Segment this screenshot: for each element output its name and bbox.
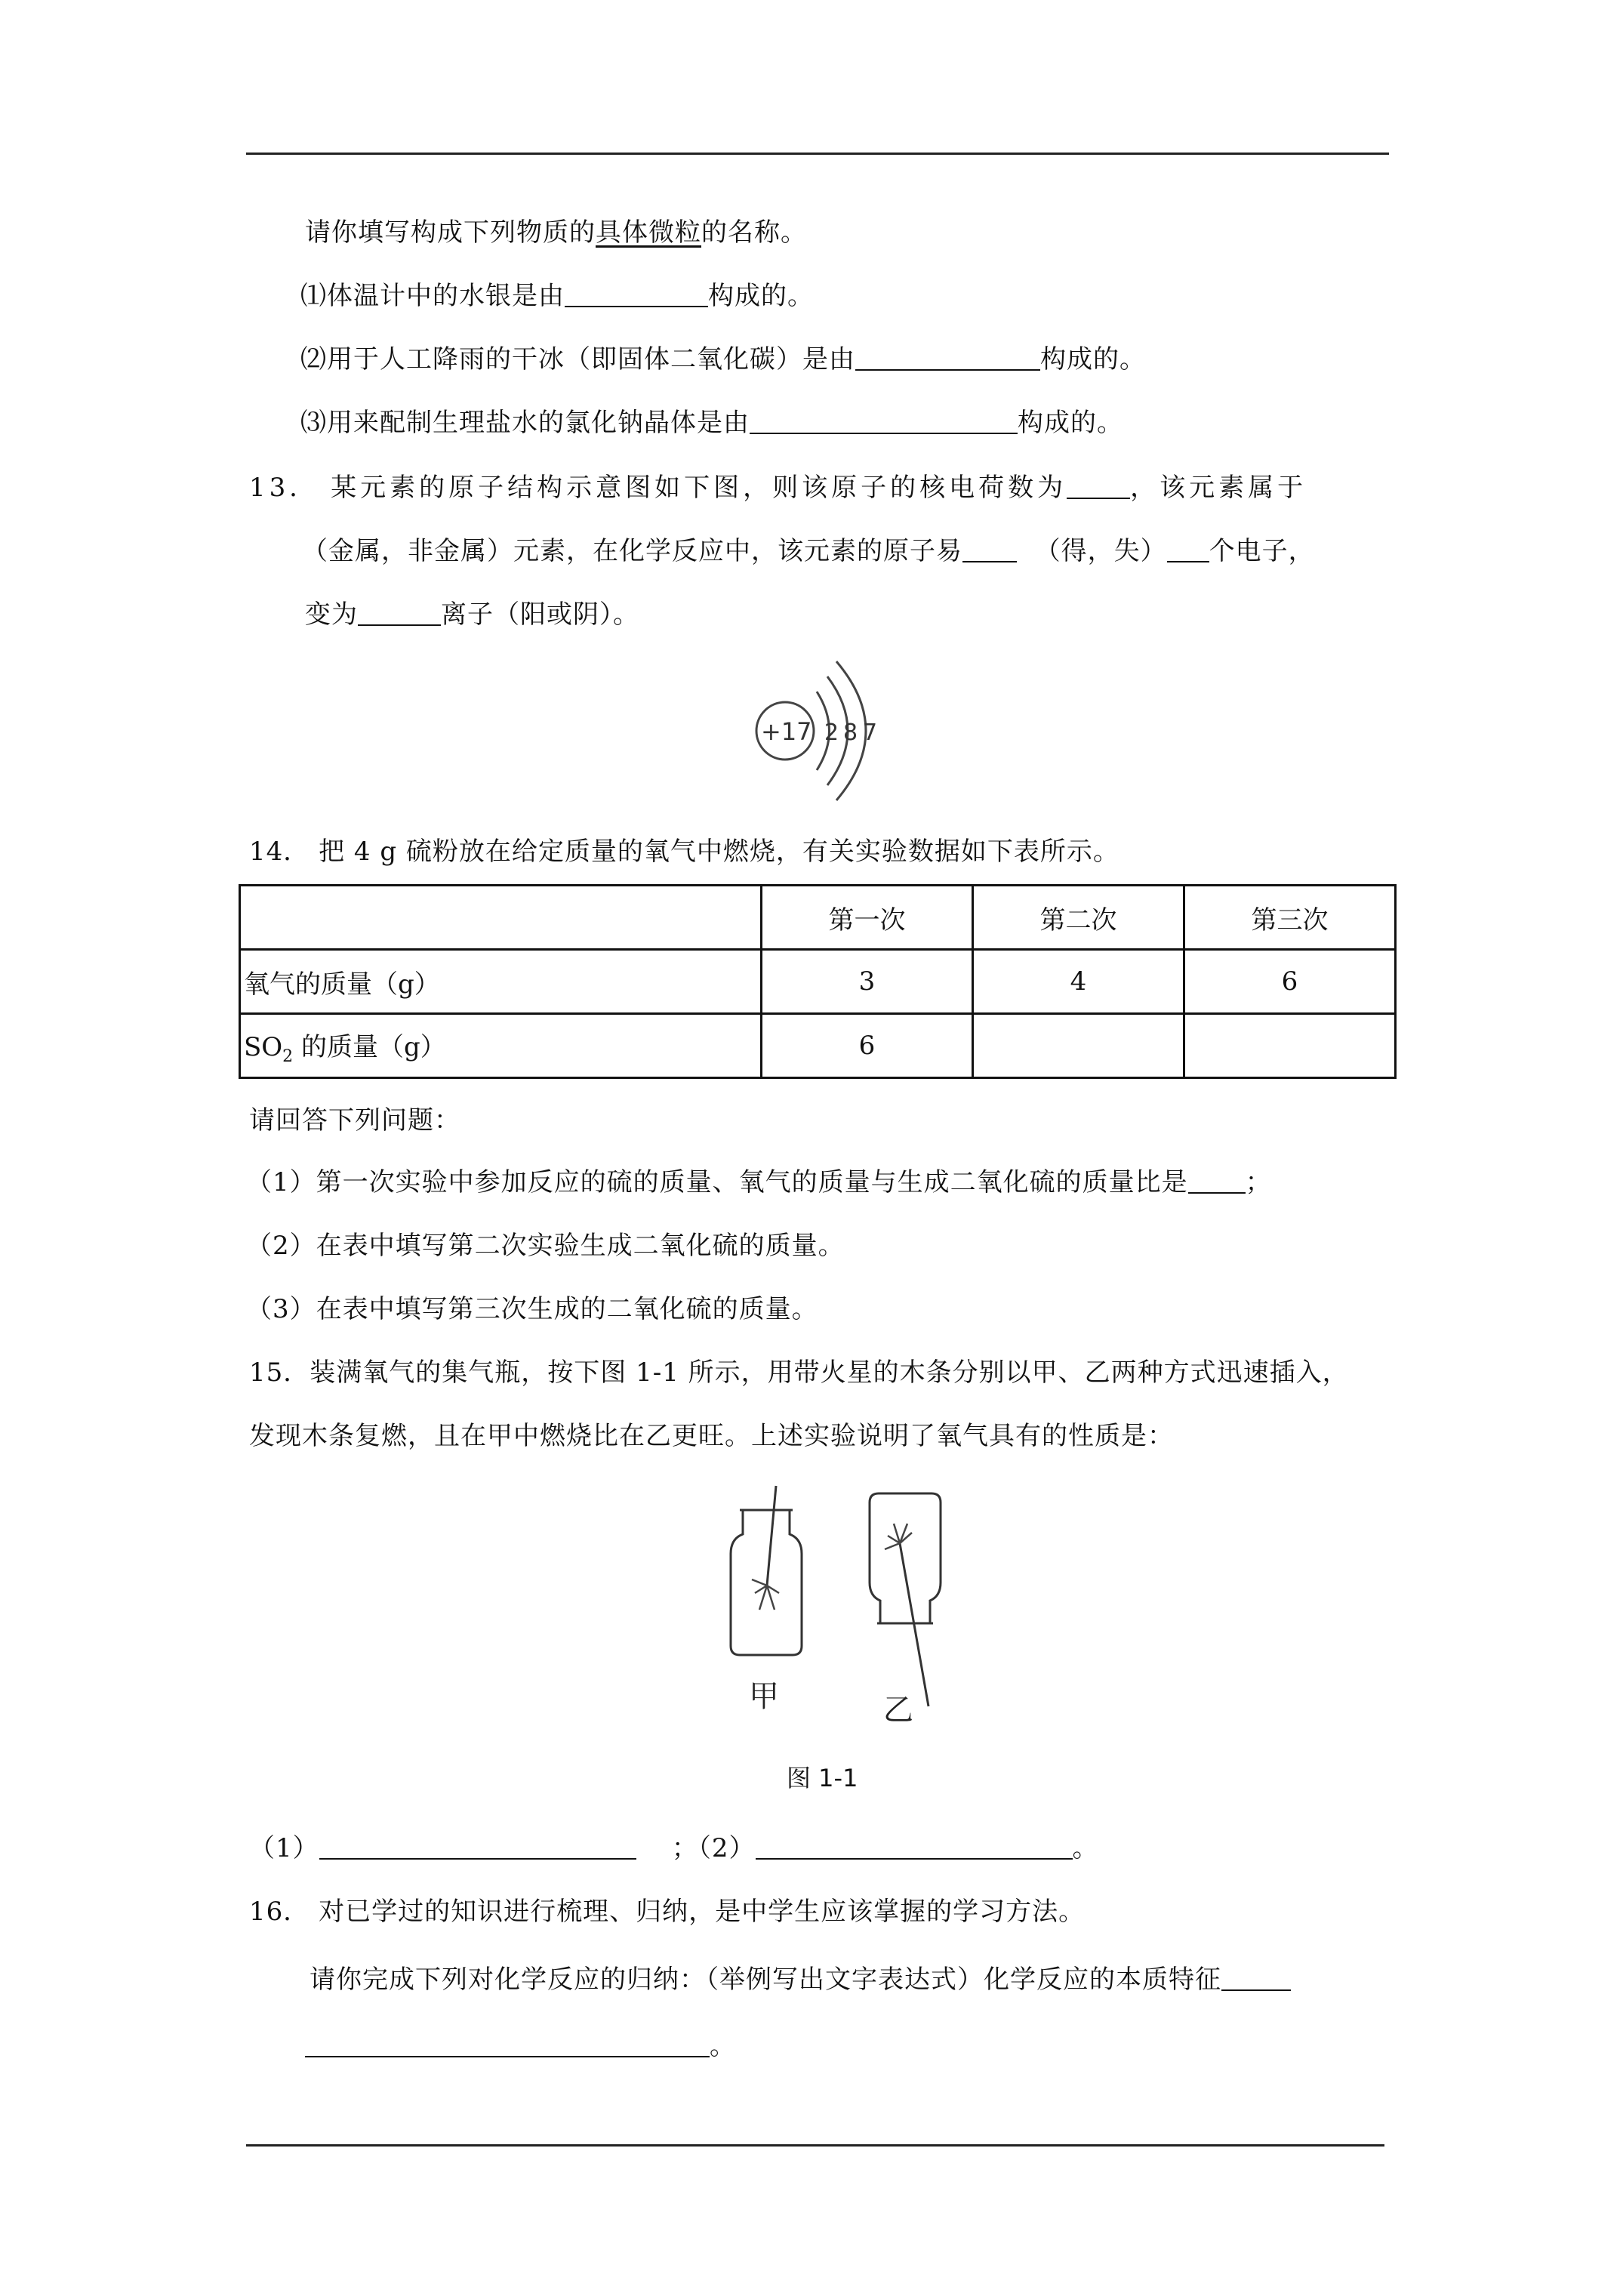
answer-blank[interactable] (1067, 472, 1130, 499)
answer-blank[interactable] (358, 599, 441, 626)
table-cell-input[interactable] (1184, 1014, 1396, 1078)
answer-blank[interactable] (756, 1832, 1073, 1860)
experiment-table (239, 884, 1397, 1079)
answer-blank[interactable] (855, 344, 1040, 371)
q13-line1 (249, 470, 1307, 506)
q12-item2-text: ⑵用于人工降雨的干冰（即固体二氧化碳）是由 (300, 344, 855, 374)
answer-blank[interactable] (1221, 1964, 1291, 1991)
q12-item3-text: ⑶用来配制生理盐水的氯化钠晶体是由 (300, 408, 750, 438)
q13-line1-text: 13． 某元素的原子结构示意图如下图，则该原子的核电荷数为 (249, 473, 1067, 503)
q13-line2-a: （金属，非金属）元素，在化学反应中，该元素的原子易 (302, 536, 962, 566)
q12-item2-post: 构成的。 (1040, 344, 1146, 374)
answer-blank[interactable] (1167, 535, 1209, 562)
q12-item1-post: 构成的。 (708, 281, 814, 311)
q12-item3 (300, 405, 1123, 441)
q13-line3 (305, 596, 639, 633)
q14-sub1 (246, 1164, 1272, 1200)
label-jia: 甲 (749, 1679, 779, 1714)
shell-2-electrons: 8 (843, 720, 858, 746)
so2-label-post: 的质量（g） (293, 1031, 446, 1062)
q13-line2-b: （得，失） (1034, 536, 1167, 566)
answer-blank[interactable] (962, 535, 1017, 562)
q12-intro-pre: 请你填写构成下列物质的 (305, 217, 596, 248)
q12-item1-text: ⑴体温计中的水银是由 (300, 281, 565, 311)
q15-answers (249, 1830, 1099, 1866)
table-row (240, 1014, 1396, 1078)
q13-line2 (302, 533, 1315, 569)
q14-sub1-post: ； (1245, 1167, 1272, 1197)
table-row (240, 950, 1396, 1014)
label-yi: 乙 (883, 1693, 913, 1727)
q16-line3-end: 。 (710, 2031, 736, 2061)
nucleus-label: +17 (761, 717, 812, 746)
table-header-cell: 第一次 (762, 886, 973, 950)
q16-line2-text: 请你完成下列对化学反应的归纳：（举例写出文字表达式）化学反应的本质特征 (310, 1965, 1221, 1995)
q12-intro (305, 214, 807, 251)
q12-item3-post: 构成的。 (1018, 408, 1123, 438)
bottle-yi (870, 1493, 941, 1706)
answer-blank[interactable] (319, 1832, 636, 1860)
q12-item2 (300, 341, 1146, 378)
table-cell-input[interactable] (973, 1014, 1184, 1078)
q13-line3-post: 离子（阳或阴）。 (441, 599, 639, 630)
shell-3-electrons: 7 (863, 720, 878, 746)
atom-structure-diagram (747, 654, 898, 812)
table-header-empty (240, 886, 762, 950)
bottom-rule (246, 2144, 1384, 2147)
row-label-so2 (240, 1014, 762, 1078)
q14-sub3: （3）在表中填写第三次生成的二氧化硫的质量。 (246, 1294, 818, 1324)
answer-blank[interactable] (565, 280, 708, 307)
shell-1-electrons: 2 (824, 720, 839, 746)
q14-sub1-text: （1）第一次实验中参加反应的硫的质量、氧气的质量与生成二氧化硫的质量比是 (246, 1167, 1188, 1197)
table-header-row (240, 886, 1396, 950)
figure-caption: 图 1-1 (787, 1764, 858, 1792)
q15-answer-2-label: ；（2） (671, 1833, 756, 1863)
top-rule (246, 153, 1389, 155)
row-label-oxygen: 氧气的质量（g） (240, 950, 762, 1014)
q14-prompt: 请回答下列问题： (249, 1105, 460, 1136)
q14-sub2: （2）在表中填写第二次实验生成二氧化硫的质量。 (246, 1231, 845, 1261)
q16-line1: 16． 对已学过的知识进行梳理、归纳，是中学生应该掌握的学习方法。 (249, 1897, 1086, 1927)
q15-answer-1-label: （1） (249, 1833, 319, 1863)
table-cell: 6 (762, 1014, 973, 1078)
q12-intro-post: 的名称。 (701, 217, 807, 248)
table-header-cell: 第三次 (1184, 886, 1396, 950)
q12-item1 (300, 278, 814, 314)
q12-intro-underlined: 具体微粒 (596, 217, 701, 248)
bottle-jia (731, 1486, 802, 1655)
q13-line1-post: ，该元素属于 (1130, 473, 1307, 503)
table-cell: 6 (1184, 950, 1396, 1014)
q16-line3 (305, 2028, 736, 2064)
table-header-cell: 第二次 (973, 886, 1184, 950)
q13-line2-c: 个电子， (1209, 536, 1315, 566)
q15-line2: 发现木条复燃，且在甲中燃烧比在乙更旺。上述实验说明了氧气具有的性质是： (249, 1421, 1174, 1451)
q15-answer-end: 。 (1072, 1833, 1099, 1863)
table-cell: 3 (762, 950, 973, 1014)
answer-blank[interactable] (305, 2030, 710, 2057)
q16-line2 (310, 1962, 1291, 1998)
q14-stem: 14． 把 4 g 硫粉放在给定质量的氧气中燃烧，有关实验数据如下表所示。 (249, 837, 1119, 867)
q15-line1: 15．装满氧气的集气瓶，按下图 1-1 所示，用带火星的木条分别以甲、乙两种方式迅速插入， (249, 1358, 1349, 1388)
q13-line3-text: 变为 (305, 599, 358, 630)
so2-subscript: 2 (282, 1046, 294, 1066)
answer-blank[interactable] (1188, 1166, 1246, 1194)
answer-blank[interactable] (750, 407, 1018, 434)
gas-bottle-figure (710, 1480, 966, 1729)
so2-label-main: SO (244, 1031, 283, 1062)
table-cell: 4 (973, 950, 1184, 1014)
